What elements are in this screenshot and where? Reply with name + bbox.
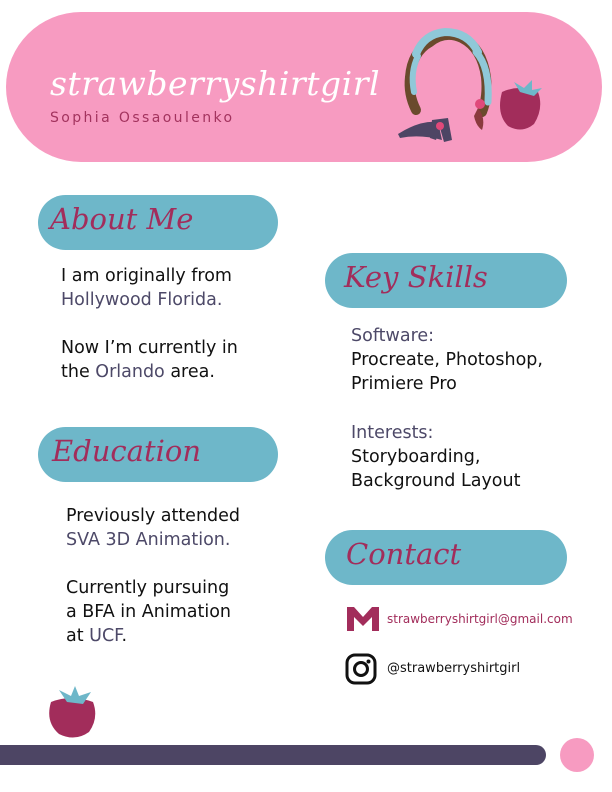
gmail-icon [345, 605, 381, 633]
about-line-1: I am originally from [61, 266, 232, 286]
software-line-1: Procreate, Photoshop, [351, 350, 543, 370]
education-line-3: Currently pursuing [66, 578, 230, 598]
brand-name: strawberryshirtgirl [50, 64, 381, 103]
interests-label: Interests: [351, 423, 434, 443]
interests-line-1: Storyboarding, [351, 447, 481, 467]
education-line-4: a BFA in Animation [66, 602, 232, 622]
about-line-2: Hollywood Florida. [61, 290, 223, 310]
contact-title: Contact [346, 537, 462, 571]
education-line-1: Previously attended [66, 506, 241, 526]
full-name: Sophia Ossaoulenko [50, 110, 235, 126]
email-link[interactable]: strawberryshirtgirl@gmail.com [387, 612, 573, 626]
software-line-2: Primiere Pro [351, 374, 457, 394]
strawberry-icon [494, 80, 554, 135]
skills-title: Key Skills [344, 260, 488, 294]
about-title: About Me [50, 202, 194, 236]
instagram-handle[interactable]: @strawberryshirtgirl [387, 661, 521, 676]
education-line-5: at UCF. [66, 626, 128, 646]
character-illustration [390, 22, 500, 152]
education-line-2: SVA 3D Animation. [66, 530, 231, 550]
instagram-icon [345, 653, 377, 685]
about-line-3: Now I’m currently in [61, 338, 238, 358]
software-label: Software: [351, 326, 435, 346]
education-title: Education [52, 434, 202, 468]
strawberry-icon [45, 686, 105, 741]
footer-dot [560, 738, 594, 772]
interests-line-2: Background Layout [351, 471, 521, 491]
footer-bar [0, 745, 546, 765]
about-line-4: the Orlando area. [61, 362, 215, 382]
